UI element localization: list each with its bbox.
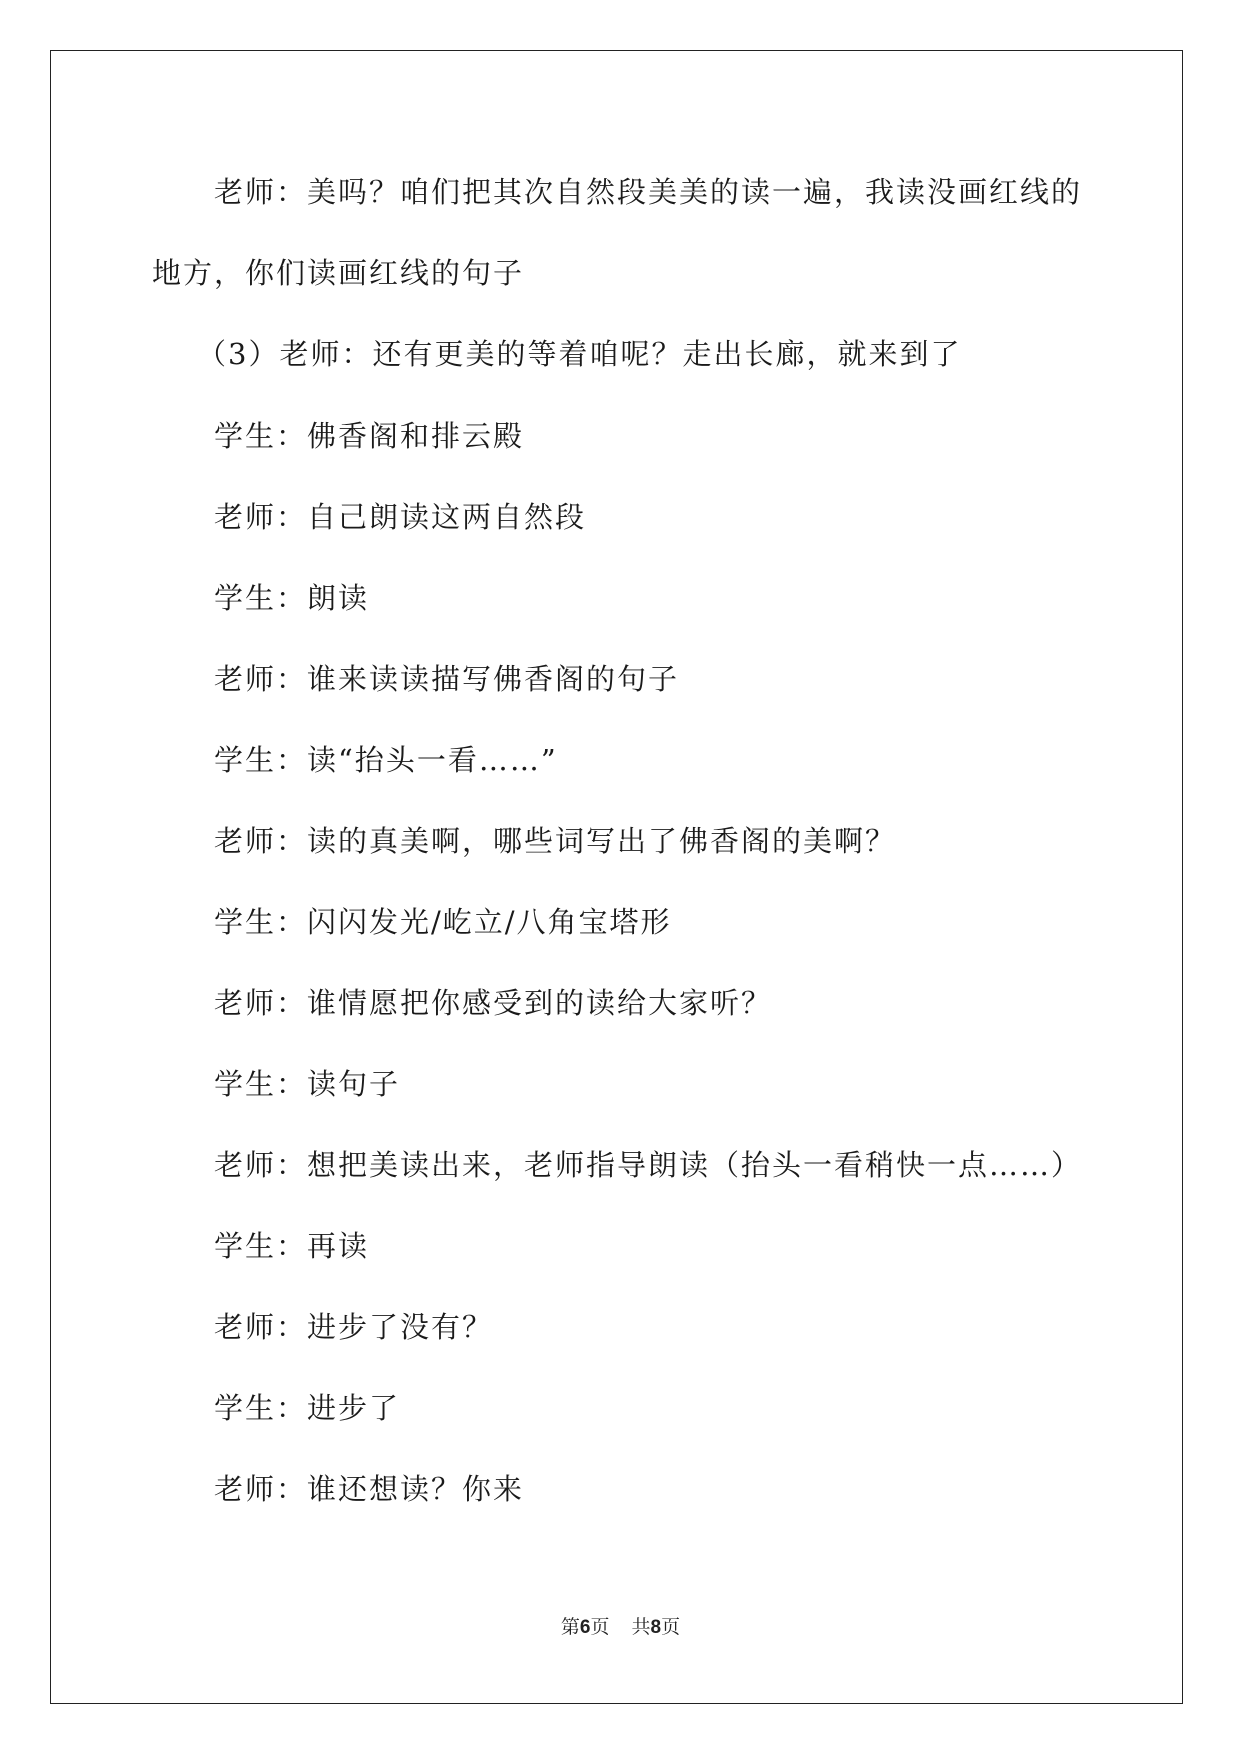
- text-line: 学生：佛香阁和排云殿: [214, 419, 525, 453]
- text-line: 学生：读“抬头一看……”: [214, 743, 558, 777]
- text-line: 老师：进步了没有？: [214, 1310, 494, 1344]
- text-line: 学生：再读: [214, 1229, 370, 1263]
- page-border: [50, 50, 1183, 1704]
- text-line: 学生：朗读: [214, 581, 370, 615]
- text-line: 老师：美吗？咱们把其次自然段美美的读一遍，我读没画红线的: [214, 175, 1083, 209]
- text-line: 地方，你们读画红线的句子: [152, 256, 525, 290]
- total-label-prefix: 共: [631, 1616, 651, 1638]
- total-label-suffix: 页: [661, 1616, 681, 1638]
- text-line: 学生：闪闪发光/屹立/八角宝塔形: [214, 905, 672, 939]
- total-page-count: 8: [650, 1617, 662, 1638]
- text-line: 老师：自己朗读这两自然段: [214, 500, 587, 534]
- text-line: （3）老师：还有更美的等着咱呢？走出长廊，就来到了: [197, 337, 962, 371]
- page-label-suffix: 页: [590, 1616, 610, 1638]
- text-line: 老师：谁情愿把你感受到的读给大家听？: [214, 986, 773, 1020]
- page-footer: [0, 1615, 1241, 1640]
- current-page-number: 6: [579, 1617, 591, 1638]
- text-line: 老师：读的真美啊，哪些词写出了佛香阁的美啊？: [214, 824, 897, 858]
- text-line: 学生：进步了: [214, 1391, 401, 1425]
- page-label-prefix: 第: [560, 1616, 580, 1638]
- text-line: 老师：想把美读出来，老师指导朗读（抬头一看稍快一点……）: [214, 1148, 1083, 1182]
- text-line: 学生：读句子: [214, 1067, 401, 1101]
- text-line: 老师：谁还想读？你来: [214, 1472, 525, 1506]
- text-line: 老师：谁来读读描写佛香阁的句子: [214, 662, 680, 696]
